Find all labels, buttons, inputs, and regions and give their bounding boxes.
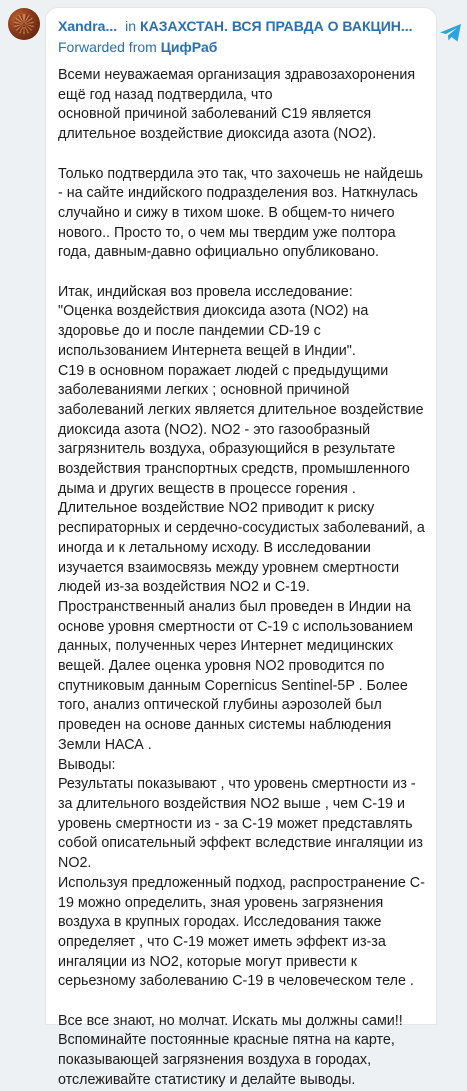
- in-label: in: [125, 18, 137, 34]
- avatar[interactable]: [8, 8, 40, 40]
- paragraph-gap: [58, 992, 430, 1012]
- message-text: [58, 66, 430, 1091]
- chat-name-link[interactable]: КАЗАХСТАН. ВСЯ ПРАВДА О ВАКЦИН...: [140, 18, 413, 34]
- forwarded-source-link[interactable]: ЦифРаб: [160, 39, 218, 55]
- message-paragraph-3: Итак, индийская воз провела исследование: "Оценка воздействия диоксида азота (NO2) на здоровье до и после пандемии CD-19 с использованием Интернета вещей в Индии". С19 в основном поражает людей с предыдущими заболеваниями легких ; основной причиной заболеваний легких является длительное воздействие диоксида азота (NO2). NO2 - это газообразный загрязнитель воздуха, образующийся в результате воздействия транспортных средств, промышленного дыма и других веществ в процессе горения . Длительное воздействие NO2 приводит к риску респираторных и сердечно-сосудистых заболеваний, а иногда и к летальному исходу. В исследовании изучается взаимосвязь между уровнем смертности людей из-за воздействия NO2 и С-19. Пространственный анализ был проведен в Индии на основе уровня смертности от С-19 с использованием данных, полученных через Интернет медицинских вещей. Далее оценка уровня NO2 проводится по спутниковым данным Copernicus Sentinel-5P . Более того, анализ оптической глубины аэрозолей был проведен на основе данных системы наблюдения Земли НАСА . Выводы: Результаты показывают , что уровень смертности из - за длительного воздействия NO2 выше , чем С-19 и уровень смертности из - за С-19 может представлять собой описательный эффект вследствие ингаляции из NO2. Используя предложенный подход, распространение С- 19 можно определить, зная уровень загрязнения воздуха в крупных городах. Исследования также определяет , что С-19 может иметь эффект из-за ингаляции из NO2, которые могут привести к серьезному заболеванию С-19 в человеческом теле .: [58, 283, 425, 990]
- message-bubble: [46, 8, 436, 1088]
- forwarded-prefix: Forwarded from: [58, 39, 157, 55]
- message-header: [58, 16, 424, 36]
- paragraph-gap: [58, 263, 430, 283]
- forwarded-line: [58, 37, 424, 57]
- message-paragraph-1: Всеми неуважаемая организация здравозахоронения ещё год назад подтвердила, что основной причиной заболеваний С19 является длительное воздействие диоксида азота (NO2).: [58, 67, 416, 143]
- message-paragraph-2: Только подтвердила это так, что захочешь не найдешь - на сайте индийского подразделения воз. Наткнулась случайно и сижу в тихом шоке. В общем-то ничего нового.. Просто то, о чем мы твердим уже полтора года, давным-давно официально опубликовано.: [58, 165, 424, 261]
- paragraph-gap: [58, 145, 430, 165]
- author-name[interactable]: Xandra...: [58, 18, 118, 34]
- telegram-icon[interactable]: [438, 20, 464, 46]
- message-paragraph-4: Все все знают, но молчат. Искать мы должны сами!! Вспоминайте постоянные красные пятна на карте, показывающей загрязнения воздуха в городах, отслеживайте статистику и делайте выводы.: [58, 1012, 403, 1088]
